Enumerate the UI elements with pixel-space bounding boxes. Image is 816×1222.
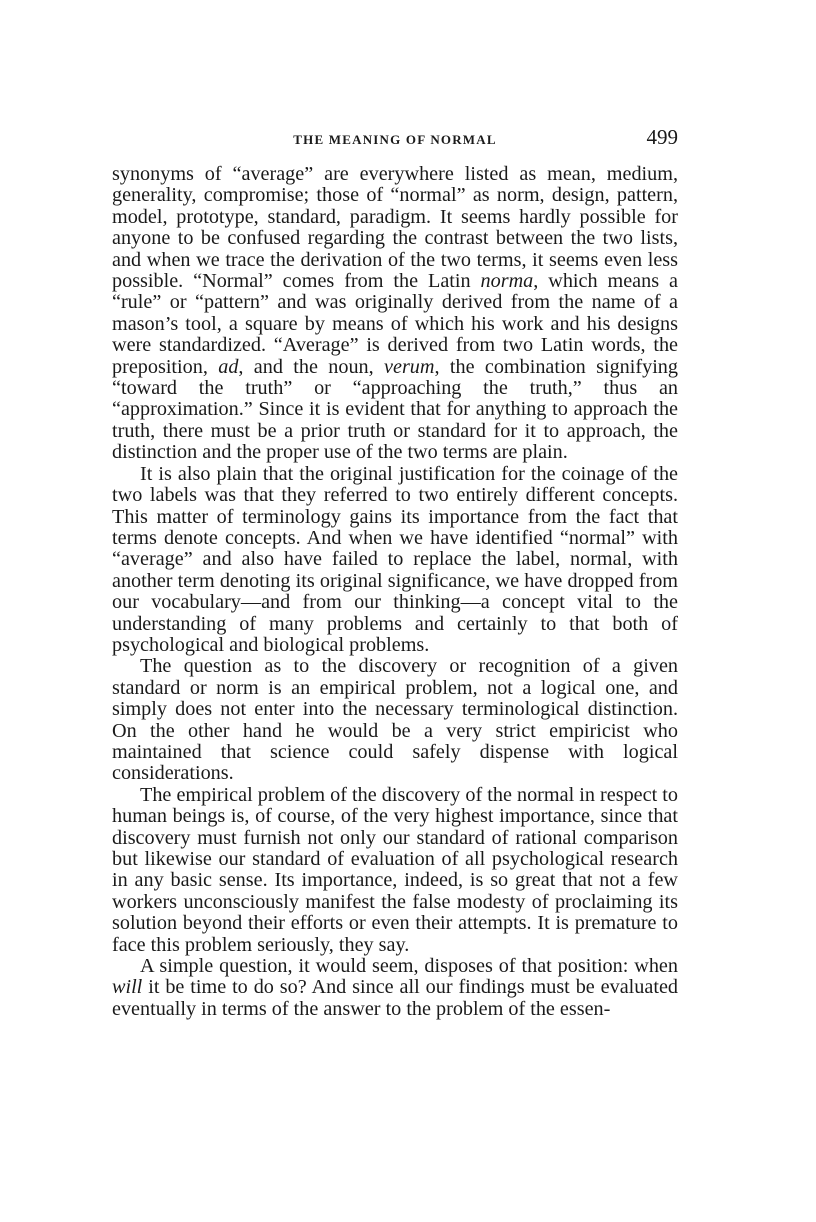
text-run: , which means a “rule” or “pattern” and was originally derived from the name of a mason’s tool, a square by means of which his work and his designs were standardized. “Average” is derived from two Latin words, the preposition, xyxy=(112,270,678,378)
text-run: The empirical problem of the discovery of the normal in respect to human beings is, of course, of the very highest importance, since that discovery must furnish not only our standard of rational comparison but likewise our standard of evaluation of all psychological research in any basic sense. Its importance, indeed, is so great that not a few workers unconsciously manifest the false modesty of proclaiming its solution beyond their efforts or even their attempts. It is premature to face this problem seriously, they say. xyxy=(112,783,678,956)
paragraph-2 xyxy=(112,464,678,657)
text-run: , and the noun, xyxy=(238,355,385,378)
page-number: 499 xyxy=(646,125,678,149)
running-title: THE MEANING OF NORMAL xyxy=(293,132,497,147)
text-run: , the combination signifying “toward the truth” or “approaching the truth,” thus an “approximation.” Since it is evident that for anything to approach the truth, there must be a prior truth or standard for it to approach, the distinction and the proper use of the two terms are plain. xyxy=(112,355,678,464)
paragraph-3 xyxy=(112,656,678,784)
italic-term: verum xyxy=(384,355,435,378)
running-head xyxy=(112,125,678,155)
italic-term: will xyxy=(112,976,143,999)
text-run: it be time to do so? And since all our findings must be evaluated eventually in terms of the answer to the problem of the essen- xyxy=(112,976,678,1020)
italic-term: norma xyxy=(480,270,534,293)
text-run: The question as to the discovery or recognition of a given standard or norm is an empirical problem, not a logical one, and simply does not enter into the necessary terminological distinction. On the other hand he would be a very strict empiricist who maintained that science could safely dispense with logical considerations. xyxy=(112,655,678,785)
body-text xyxy=(112,164,678,1020)
paragraph-5 xyxy=(112,956,678,1020)
text-run: It is also plain that the original justification for the coinage of the two labels was that they referred to two entirely different concepts. This matter of terminology gains its importance from the fact that terms denote concepts. And when we have identified “normal” with “average” and also have failed to replace the label, normal, with another term denoting its original significance, we have dropped from our vocabulary—and from our thinking—a concept vital to the understanding of many problems and certainly to that both of psychological and biological problems. xyxy=(112,462,678,656)
text-run: A simple question, it would seem, disposes of that position: when xyxy=(140,955,678,978)
paragraph-4 xyxy=(112,785,678,956)
text-run: synonyms of “average” are everywhere listed as mean, medium, generality, compromise; those of “normal” as norm, design, pattern, model, prototype, standard, paradigm. It seems hardly possible for anyone to be confused regarding the contrast between the two lists, and when we trace the derivation of the two terms, it seems even less possible. “Normal” comes from the Latin xyxy=(112,163,678,293)
paragraph-1 xyxy=(112,164,678,464)
italic-term: ad xyxy=(218,355,239,378)
